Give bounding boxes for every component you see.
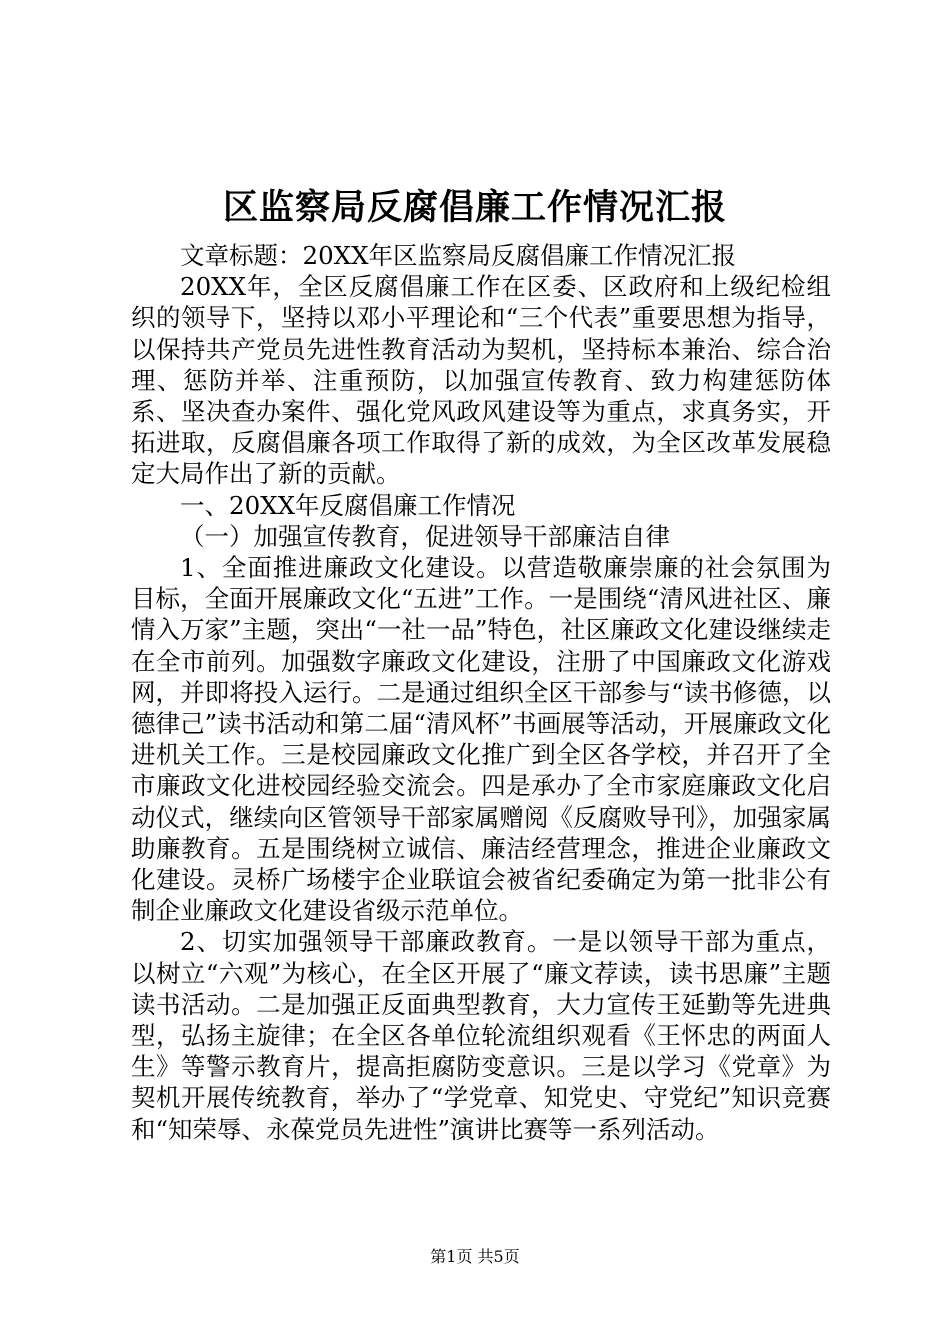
intro-paragraph: 20XX年，全区反腐倡廉工作在区委、区政府和上级纪检组织的领导下，坚持以邓小平理论和“三个代表”重要思想为指导，以保持共产党员先进性教育活动为契机，坚持标本兼治、综合治理、惩防并举、注重预防，以加强宣传教育、致力构建惩防体系、坚决查办案件、强化党风政风建设等为重点，求真务实，开拓进取，反腐倡廉各项工作取得了新的成效，为全区改革发展稳定大局作出了新的贡献。 [131, 272, 831, 489]
document-title: 区监察局反腐倡廉工作情况汇报 [222, 187, 727, 228]
body-paragraph: 2、切实加强领导干部廉政教育。一是以领导干部为重点，以树立“六观”为核心，在全区开展了“廉文荐读，读书思廉”主题读书活动。二是加强正反面典型教育，大力宣传王延勤等先进典型，弘扬主旋律；在全区各单位轮流组织观看《王怀忠的两面人生》等警示教育片，提高拒腐防变意识。三是以学习《党章》为契机开展传统教育，举办了“学党章、知党史、守党纪”知识竞赛和“知荣辱、永葆党员先进性”演讲比赛等一系列活动。 [131, 927, 831, 1144]
article-title-line: 文章标题：20XX年区监察局反腐倡廉工作情况汇报 [180, 241, 737, 270]
body-paragraph: 1、全面推进廉政文化建设。以营造敬廉崇廉的社会氛围为目标，全面开展廉政文化“五进”工作。一是围绕“清风进社区、廉情入万家”主题，突出“一社一品”特色，社区廉政文化建设继续走在全市前列。加强数字廉政文化建设，注册了中国廉政文化游戏网，并即将投入运行。二是通过组织全区干部参与“读书修德，以德律己”读书活动和第二届“清风杯”书画展等活动，开展廉政文化进机关工作。三是校园廉政文化推广到全区各学校，并召开了全市廉政文化进校园经验交流会。四是承办了全市家庭廉政文化启动仪式，继续向区管领导干部家属赠阅《反腐败导刊》，加强家属助廉教育。五是围绕树立诚信、廉洁经营理念，推进企业廉政文化建设。灵桥广场楼宇企业联谊会被省纪委确定为第一批非公有制企业廉政文化建设省级示范单位。 [131, 553, 831, 926]
page-footer: 第1页 共5页 [430, 1247, 520, 1266]
section-heading: 一、20XX年反腐倡廉工作情况 [180, 490, 516, 520]
subsection-heading: （一）加强宣传教育，促进领导干部廉洁自律 [180, 521, 670, 551]
document-body [131, 240, 831, 1145]
